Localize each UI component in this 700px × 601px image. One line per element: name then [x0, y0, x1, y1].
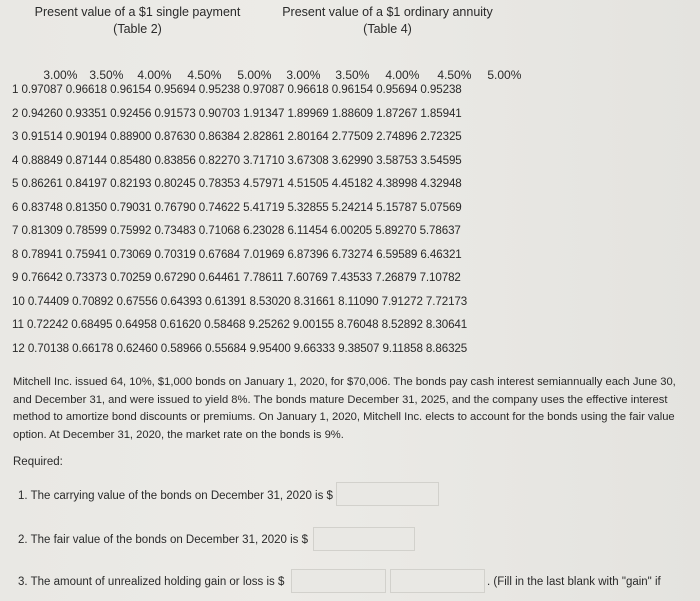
question-1-text: 1. The carrying value of the bonds on December 31, 2020 is $ [18, 490, 333, 502]
question-2-text: 2. The fair value of the bonds on December 31, 2020 is $ [18, 534, 309, 546]
annuity-table-header [275, 4, 500, 38]
required-label: Required: [13, 456, 63, 468]
problem-statement: Mitchell Inc. issued 64, 10%, $1,000 bonds on January 1, 2020, for $70,006. The bonds pay cash interest semiannually each June 30, and December 31, and were issued to yield 8%. The bonds mature December 31, 2025, and the company uses the effective interest method to amortize bond discounts or premiums. On January 1, 2020, Mitchell Inc. elects to account for the bonds using the fair value option. At December 31, 2020, the market rate on the bonds is 9%. [13, 376, 676, 441]
fill-instruction-note: . (Fill in the last blank with "gain" if [487, 576, 661, 588]
rate-header: 3.50% [335, 68, 370, 82]
table-2-label: (Table 2) [113, 22, 162, 36]
rate-header: 3.50% [89, 68, 124, 82]
pv-table-body [12, 78, 467, 360]
rate-header: 5.00% [487, 68, 522, 82]
question-3-text: 3. The amount of unrealized holding gain or loss is $ [18, 576, 285, 588]
table-row: 10 0.74409 0.70892 0.67556 0.64393 0.61391 8.53020 8.31661 8.11090 7.91272 7.72173 [12, 294, 468, 308]
rate-header: 4.00% [137, 68, 172, 82]
table-row: 3 0.91514 0.90194 0.88900 0.87630 0.86384 2.82861 2.80164 2.77509 2.74896 2.72325 [12, 130, 462, 143]
rate-header: 3.00% [43, 68, 78, 82]
carrying-value-input[interactable] [336, 482, 439, 506]
rate-header: 4.00% [385, 68, 420, 82]
rate-header: 4.50% [437, 68, 472, 82]
table-row: 6 0.83748 0.81350 0.79031 0.76790 0.74622 5.41719 5.32855 5.24214 5.15787 5.07569 [12, 200, 462, 214]
gain-loss-amount-input[interactable] [291, 569, 386, 593]
table-row: 2 0.94260 0.93351 0.92456 0.91573 0.90703 1.91347 1.89969 1.88609 1.87267 1.85941 [12, 106, 462, 120]
table-row: 12 0.70138 0.66178 0.62460 0.58966 0.55684 9.95400 9.66333 9.38507 9.11858 8.86325 [12, 341, 468, 355]
table-row: 11 0.72242 0.68495 0.64958 0.61620 0.58468 9.25262 9.00155 8.76048 8.52892 8.30641 [12, 318, 468, 331]
table-row: 1 0.97087 0.96618 0.96154 0.95694 0.95238 0.97087 0.96618 0.96154 0.95694 0.95238 [12, 83, 462, 96]
rate-header: 5.00% [237, 68, 272, 82]
single-payment-title: Present value of a $1 single payment [34, 5, 241, 19]
rate-header: 4.50% [187, 68, 222, 82]
table-row: 8 0.78941 0.75941 0.73069 0.70319 0.67684 7.01969 6.87396 6.73274 6.59589 6.46321 [12, 247, 462, 261]
annuity-title: Present value of a $1 ordinary annuity [282, 5, 493, 19]
gain-or-loss-input[interactable] [390, 569, 485, 593]
table-4-label: (Table 4) [363, 22, 412, 36]
rate-header: 3.00% [286, 68, 321, 82]
table-row: 9 0.76642 0.73373 0.70259 0.67290 0.64461 7.78611 7.60769 7.43533 7.26879 7.10782 [12, 271, 461, 284]
table-row: 4 0.88849 0.87144 0.85480 0.83856 0.82270 3.71710 3.67308 3.62990 3.58753 3.54595 [12, 153, 462, 167]
fair-value-input[interactable] [313, 527, 415, 551]
table-row: 5 0.86261 0.84197 0.82193 0.80245 0.78353 4.57971 4.51505 4.45182 4.38998 4.32948 [12, 177, 462, 190]
table-row: 7 0.81309 0.78599 0.75992 0.73483 0.71068 6.23028 6.11454 6.00205 5.89270 5.78637 [12, 224, 461, 237]
single-payment-table-header [30, 4, 245, 38]
